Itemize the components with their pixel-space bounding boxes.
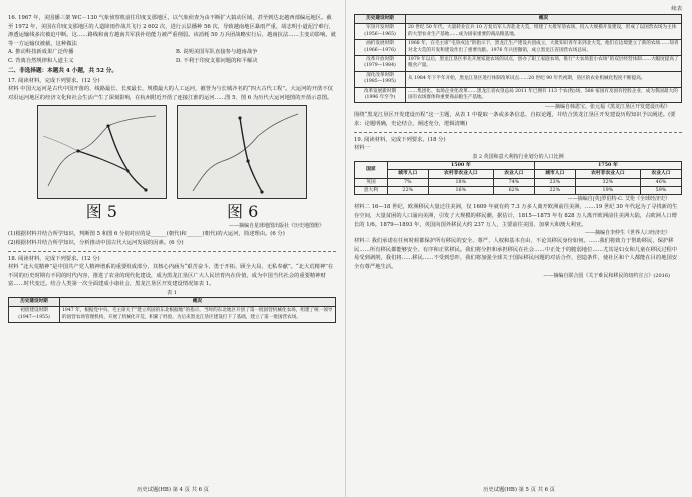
table-cell-summary: 1968 年，在毛主席“屯垦戍边”的指示下，黑龙江生产建设兵团成立，大批知识青年来到北大荒，他们在边境建立了新的农场……知青对北大荒的开发和建设作出了重要贡献。1976 年兵团撤销，成立黑龙江省国营农场总局。 (406, 40, 682, 56)
table-cell-era: 初创建设时期 (1947—1955) (9, 307, 60, 323)
table-cell-summary: 1979 年以后，黑龙江垦区率先开展家庭农场的试点，创办了职工家庭农场，推行“大农场套小农场”的双层经营体制……大幅度提高了粮食产量。 (406, 56, 682, 72)
material-1-label: 材料一 (354, 145, 370, 152)
country-name: 意大利 (355, 187, 388, 195)
table-2 (354, 161, 682, 196)
page-footer: 历史试题(HB) 第 5 页 共 6 页 (483, 487, 555, 493)
table-row (9, 307, 336, 323)
table-cell-era: 曲折发展时期 (1966—1976) (355, 40, 406, 56)
table-row (355, 87, 682, 103)
table-1-source: ——摘编自韩恩宝、张元福《黑龙江垦区开发建设历程》 (544, 104, 670, 111)
table-row (355, 187, 682, 195)
table-cell: 16% (428, 187, 493, 195)
table-row (355, 40, 682, 56)
grand-canal-maps (8, 105, 336, 199)
table-cell-era: 深化改革时期 (1985—1995) (355, 71, 406, 87)
table-cell-era: 改革开放时期 (1979—1984) (355, 56, 406, 72)
table-column-row (355, 170, 682, 178)
table-header-row (355, 15, 682, 24)
question-17-requirement-2: (2)根据材料并结合所学知识，分析推动中国古代大运河发展的因素。(6 分) (8, 239, 184, 246)
table-cell-summary: ……集团化、农场企业化改革……黑龙江省农垦总局 2011 年已拥有 113 个农(牧)场，588 家国有及国有控股企业，成为我国最大的国有农场群体和重要商品粮生产基地。 (406, 87, 682, 103)
map-captions (8, 199, 336, 222)
column-header: 农业人口 (493, 170, 534, 178)
table-cell-era: 军垦开发时期 (1956—1965) (355, 24, 406, 40)
map-figure-6 (177, 105, 307, 199)
question-17-source: ——摘编自星球地图出版社《历史地图册》 (228, 223, 324, 230)
table-cell: 46% (641, 178, 682, 186)
table-header-era: 历史建设时期 (355, 15, 406, 24)
column-header: 城市人口 (534, 170, 575, 178)
table-header-summary: 概况 (406, 15, 682, 24)
question-17-requirement-1: (1)根据材料并结合所学知识，判断图 5 和图 6 分别对应的是______(朝代)和______(朝代)的大运河，简述理由。(6 分) (8, 231, 285, 238)
table-header-era: 历史建设时期 (9, 297, 60, 306)
table-cell: 23% (534, 178, 575, 186)
table-cell: 62% (493, 187, 534, 195)
table-cell-era: 改革发展新时期 (1996 年至今) (355, 87, 406, 103)
table-cell-summary: 20 世纪 50 年代，大量转业官兵 10 万复员军人奔赴北大荒，组建了大批军垦农场，投入大规模开发建设，形成了以国营农场为主体的大型农业生产基地……成为国家重要的商品粮基地。 (406, 24, 682, 40)
table-2-title: 表 2 英国和意大利按行业划分的人口比例 (472, 153, 564, 160)
question-16-stem: 16. 1967 年，美国播三架 WC－130 气象侦察机前往印度支那地区，以气象侦查为由不断扩大搞动区域，甚至到达北越西部偏远地区。截至 1972 年，美国在印度支那地区的人造降雨作战共飞行 2 602 次，进行云层播种 56 次，导致越南地区暴雨严重，胡志明小道泥泞难行，渗透运输线多次被迫中断。这……路线和南方越南共军获补给能力被严重削弱。该消耗 50 万兵团战略实行后，越南抗法……主变动影响。就等一方运输仅被截，这种做法 (8, 15, 336, 47)
section-2-heading: 二、非选择题：本题共 4 小题，共 52 分。 (8, 67, 117, 74)
table-row (355, 24, 682, 40)
question-19-head: 19. 阅读材料，完成下列要求。(18 分) (354, 136, 446, 143)
divider (8, 251, 336, 252)
figure-6-caption: 图 6 (227, 202, 259, 222)
column-header: 农村非农业人口 (428, 170, 493, 178)
exam-page-5 (346, 0, 692, 497)
map-5-drawing (38, 106, 166, 198)
table-row (355, 56, 682, 72)
material-2-source: ——摘编自李仲生《世界人口经济史》 (584, 230, 670, 237)
table-cell-summary: 1947 年，根据党中央、毛主席关于“建立巩固的东北根据地”的指示，当时的东北地区开创了第一批国营机械化农场，组建了统一领导的国营农场管理机构，开展了机械化开荒，积累了经验，为后来黑龙江垦区建设打下了基础，建立了第一批国营农场。 (60, 307, 336, 323)
table-cell: 22% (534, 187, 575, 195)
option-a: A. 推动科技新成果广泛传播 (8, 49, 74, 56)
figure-5-caption: 图 5 (85, 202, 117, 222)
table-1 (8, 297, 336, 323)
table-cell: 59% (641, 187, 682, 195)
material-1-source: ——摘编自[英]罗伯特·C. 艾伦《全球经济史》 (567, 196, 670, 203)
question-18-requirement: 围绕“黑龙江垦区开发建设历程”这一主题，从表 1 中提取一条或多条信息，自拟论题，并结合黑龙江垦区开发建设历程知识予以阐述。(要求：论题明确，史论结合，阐述充分，逻辑清晰) (354, 112, 676, 128)
material-2: 材料二 16—18 世纪，欧洲移民大量迁往美洲，仅 1609 年就有约 7.3 万多人离开欧洲前往美洲，……19 世纪 30 年代起为了寻找新的生存空间，大量贫困的人口涌向美洲，引发了大规模的移民潮，据估计，1815—1875 年有 828 万人离开欧洲前往美洲大陆，占欧洲人口增长的 1/6。1879—1893 年，英国向国外移民大约 237 万人，主要前往美国、加拿大和澳大利亚。 (354, 204, 678, 228)
option-b: B. 说明美国军队直接参与越南战争 (176, 49, 258, 56)
continued-table-mark: 续表 (671, 6, 682, 12)
question-17-head: 17. 阅读材料，完成下列要求。(12 分) (8, 77, 100, 84)
table-cell: 32% (575, 178, 640, 186)
divider (354, 132, 682, 133)
page-footer: 历史试题(HB) 第 4 页 共 6 页 (137, 487, 209, 493)
table-1-title: 表 1 (167, 289, 177, 296)
table-row (355, 71, 682, 87)
column-header: 农业人口 (641, 170, 682, 178)
table-cell: 18% (428, 178, 493, 186)
table-header-country: 国家 (355, 161, 388, 178)
question-18-material: 材料 “北大荒精神”是中国共产党人精神谱系的重要组成部分，其核心内涵为“艰苦奋斗、勇于开拓、顾全大局、无私奉献”。“北大荒精神”在不同的历史时期有不同的时代内容，推进了农业的现代化建设，成为黑龙江垦区广大人民培育内在价值，成为中国当代社会的重要精神财富……时代变迁。结合人类第一次全面建成小康社会，黑龙江垦区开发建设情况如表 1。 (8, 264, 334, 288)
table-header-year-1500: 1500 年 (387, 161, 534, 169)
table-1-continued (354, 14, 682, 103)
column-header: 城市人口 (387, 170, 428, 178)
question-18-head: 18. 阅读材料，完成下列要求。(12 分) (8, 255, 100, 262)
table-cell: 7% (387, 178, 428, 186)
table-cell: 22% (387, 187, 428, 195)
option-c: C. 背离自然规律和人道主义 (8, 57, 74, 64)
table-cell: 19% (575, 187, 640, 195)
material-3-source: ——摘编自联合国《关于难民和移民的纽约宣言》(2016) (543, 272, 670, 279)
table-cell: 74% (493, 178, 534, 186)
material-3: 材料三 我们承诺在任何时候都保护所有移民的安全、尊严、人权和基本自由，不论其移民身份如何。……我们将致力于帮助移民，保护移民……所有移民都能够安全、有序和正常移民。我们将分担和承担移民在社会……中正处于的脆弱地位……尤其是妇女和儿童在移民过程中易受到剥削，我们将……移民……不受到恐吓，我们将加强全球关于国际移民问题的对话合作，创造条件，使社区和个人都能在目的地国安全有尊严地生活。 (354, 238, 678, 271)
table-row (355, 178, 682, 186)
table-header-row (9, 297, 336, 306)
question-16-options (8, 48, 336, 65)
table-cell-summary: 从 1984 年下半年开始，黑龙江垦区进行体制改革试点……20 世纪 90 年代初期，垦区的农业机械化程度不断提高。 (406, 71, 682, 87)
table-year-row (355, 161, 682, 169)
map-figure-5 (37, 105, 167, 199)
country-name: 英国 (355, 178, 388, 186)
map-6-drawing (178, 106, 306, 198)
option-d: D. 不利于印度支那问题的和平解决 (176, 57, 258, 64)
table-header-year-1750: 1750 年 (534, 161, 681, 169)
question-17-material: 材料 中国大运河是古代中国开凿的、线路最长、长度最长、规模最大的人工运河，被誉为与长城齐名的“四大古代工程”。大运河的开凿不仅对沿运河地区的经济文化和社会生活产生了深刻影响，在杭州附近开凿了连接江淮的运河……图 5、图 6 为历代大运河地图的开凿示意图。 (8, 86, 333, 101)
column-header: 农村非农业人口 (575, 170, 640, 178)
table-header-summary: 概况 (60, 297, 336, 306)
